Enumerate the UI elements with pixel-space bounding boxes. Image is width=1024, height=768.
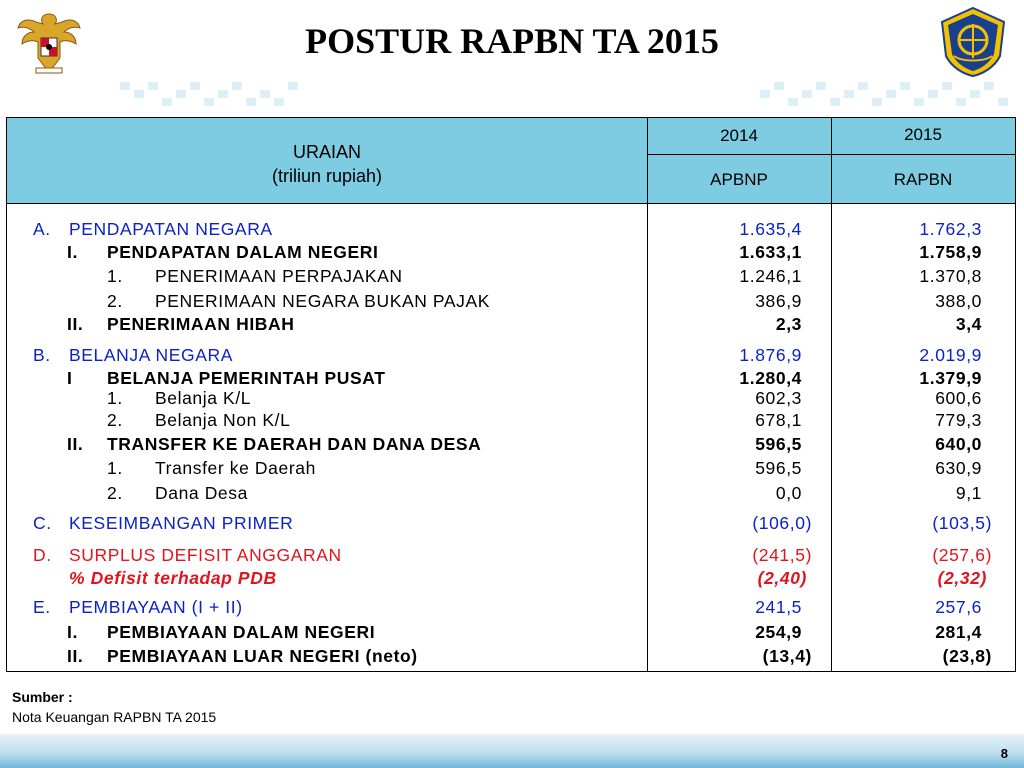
row-label: SURPLUS DEFISIT ANGGARAN bbox=[69, 545, 342, 565]
table-row bbox=[7, 242, 1015, 266]
header-year-2015: 2015 bbox=[904, 125, 942, 144]
table-row bbox=[7, 291, 1015, 315]
table-row bbox=[7, 314, 1015, 338]
source-text: Nota Keuangan RAPBN TA 2015 bbox=[12, 709, 217, 725]
value-2015: 1.762,3 bbox=[919, 219, 982, 239]
header-uraian bbox=[7, 140, 647, 188]
header-uraian-title: URAIAN bbox=[292, 142, 361, 162]
table-row bbox=[7, 434, 1015, 458]
page-title: POSTUR RAPBN TA 2015 bbox=[305, 21, 719, 61]
row-number: 1. bbox=[107, 458, 123, 478]
row-label: BELANJA PEMERINTAH PUSAT bbox=[107, 368, 386, 388]
value-2015: (257,6) bbox=[932, 545, 992, 565]
row-number: I. bbox=[67, 242, 78, 262]
value-2015: 2.019,9 bbox=[919, 345, 982, 365]
budget-table bbox=[6, 117, 1016, 672]
header-year-2014: 2014 bbox=[720, 126, 758, 145]
table-row bbox=[7, 410, 1015, 434]
row-number: 2. bbox=[107, 410, 123, 430]
row-label: BELANJA NEGARA bbox=[69, 345, 234, 365]
source-note bbox=[12, 687, 216, 727]
table-row bbox=[7, 458, 1015, 482]
row-label: PENDAPATAN DALAM NEGERI bbox=[107, 242, 379, 262]
value-2015: 388,0 bbox=[935, 291, 982, 311]
value-2014: 1.280,4 bbox=[739, 368, 802, 388]
row-label: PENERIMAAN PERPAJAKAN bbox=[155, 266, 403, 286]
value-2014: 1.635,4 bbox=[739, 219, 802, 239]
value-2014: 596,5 bbox=[755, 434, 802, 454]
header-uraian-unit: (triliun rupiah) bbox=[271, 166, 383, 186]
row-label: Dana Desa bbox=[155, 483, 248, 503]
table-row bbox=[7, 646, 1015, 670]
value-2014: 386,9 bbox=[755, 291, 802, 311]
row-number: 2. bbox=[107, 291, 123, 311]
value-2014: (2,40) bbox=[757, 568, 807, 588]
table-row bbox=[7, 568, 1015, 592]
row-number: C. bbox=[33, 513, 52, 533]
value-2014: 2,3 bbox=[775, 314, 802, 334]
table-row bbox=[7, 345, 1015, 369]
source-label: Sumber : bbox=[12, 689, 73, 705]
value-2015: 600,6 bbox=[935, 388, 982, 408]
value-2015: 630,9 bbox=[935, 458, 982, 478]
value-2015: 779,3 bbox=[935, 410, 982, 430]
table-row bbox=[7, 622, 1015, 646]
header-col-rapbn: RAPBN bbox=[893, 170, 953, 189]
value-2014: (106,0) bbox=[752, 513, 812, 533]
value-2015: 257,6 bbox=[935, 597, 982, 617]
table-row bbox=[7, 388, 1015, 412]
row-label: PEMBIAYAAN DALAM NEGERI bbox=[107, 622, 376, 642]
row-label: PEMBIAYAAN (I + II) bbox=[69, 597, 243, 617]
value-2014: 596,5 bbox=[755, 458, 802, 478]
row-number: B. bbox=[33, 345, 51, 365]
row-label: Belanja K/L bbox=[155, 388, 252, 408]
row-label: KESEIMBANGAN PRIMER bbox=[69, 513, 294, 533]
value-2015: 281,4 bbox=[935, 622, 982, 642]
value-2015: (103,5) bbox=[932, 513, 992, 533]
value-2015: 3,4 bbox=[955, 314, 982, 334]
decorative-pattern bbox=[760, 78, 1020, 108]
row-label: PENDAPATAN NEGARA bbox=[69, 219, 273, 239]
value-2015: (23,8) bbox=[942, 646, 992, 666]
row-number: II. bbox=[67, 434, 84, 454]
row-number: E. bbox=[33, 597, 51, 617]
table-row bbox=[7, 513, 1015, 537]
value-2014: 1.876,9 bbox=[739, 345, 802, 365]
row-number: I bbox=[67, 368, 73, 388]
row-label: TRANSFER KE DAERAH DAN DANA DESA bbox=[107, 434, 482, 454]
table-row bbox=[7, 483, 1015, 507]
row-label: PEMBIAYAAN LUAR NEGERI (neto) bbox=[107, 646, 418, 666]
row-label: Transfer ke Daerah bbox=[155, 458, 316, 478]
table-row bbox=[7, 219, 1015, 243]
value-2014: (13,4) bbox=[762, 646, 812, 666]
row-number: 2. bbox=[107, 483, 123, 503]
value-2015: 1.370,8 bbox=[919, 266, 982, 286]
value-2014: 1.633,1 bbox=[739, 242, 802, 262]
value-2014: 678,1 bbox=[755, 410, 802, 430]
value-2015: (2,32) bbox=[937, 568, 987, 588]
row-number: A. bbox=[33, 219, 51, 239]
table-row bbox=[7, 266, 1015, 290]
value-2014: 1.246,1 bbox=[739, 266, 802, 286]
row-number: II. bbox=[67, 646, 84, 666]
page-number: 8 bbox=[1000, 746, 1008, 761]
value-2014: 254,9 bbox=[755, 622, 802, 642]
header-col-apbnp: APBNP bbox=[710, 170, 768, 189]
value-2014: 241,5 bbox=[755, 597, 802, 617]
table-header bbox=[7, 118, 1015, 204]
row-number: 1. bbox=[107, 266, 123, 286]
value-2015: 1.379,9 bbox=[919, 368, 982, 388]
row-number: 1. bbox=[107, 388, 123, 408]
table-row bbox=[7, 597, 1015, 621]
value-2015: 640,0 bbox=[935, 434, 982, 454]
value-2014: 0,0 bbox=[775, 483, 802, 503]
footer-bar bbox=[0, 734, 1024, 768]
value-2015: 9,1 bbox=[955, 483, 982, 503]
value-2014: 602,3 bbox=[755, 388, 802, 408]
row-number: I. bbox=[67, 622, 78, 642]
value-2015: 1.758,9 bbox=[919, 242, 982, 262]
row-number: II. bbox=[67, 314, 84, 334]
row-label: % Defisit terhadap PDB bbox=[69, 568, 277, 588]
table-row bbox=[7, 545, 1015, 569]
value-2014: (241,5) bbox=[752, 545, 812, 565]
row-label: PENERIMAAN HIBAH bbox=[107, 314, 295, 334]
row-label: Belanja Non K/L bbox=[155, 410, 291, 430]
row-label: PENERIMAAN NEGARA BUKAN PAJAK bbox=[155, 291, 491, 311]
decorative-pattern bbox=[120, 78, 320, 108]
row-number: D. bbox=[33, 545, 52, 565]
